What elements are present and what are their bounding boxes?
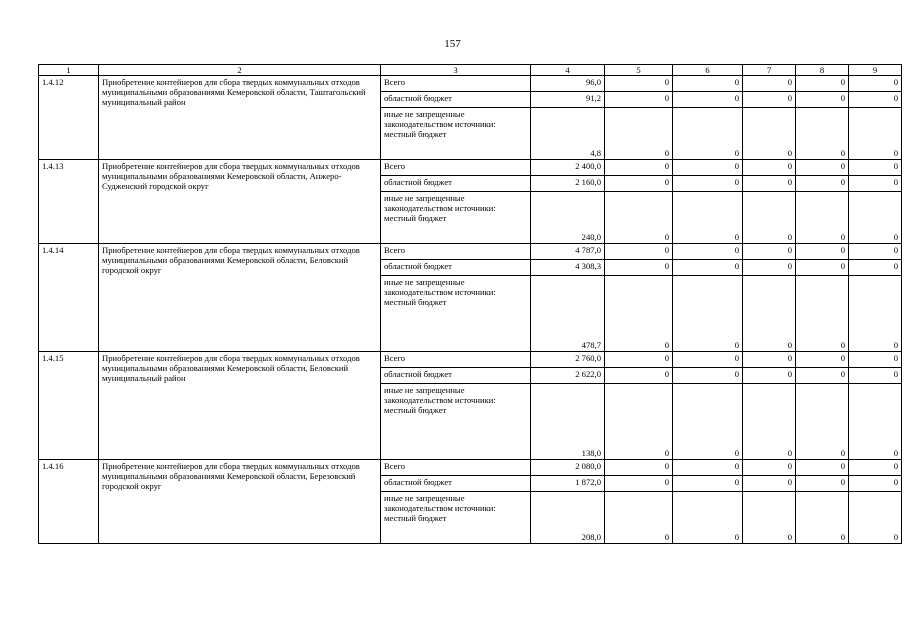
value-cell: 0 [849, 92, 902, 108]
funding-source: областной бюджет [381, 368, 531, 384]
value-cell: 0 [673, 260, 743, 276]
value-cell: 0 [605, 476, 673, 492]
funding-source: иные не запрещенные законодательством источники: местный бюджет [381, 384, 531, 460]
value-cell: 0 [849, 160, 902, 176]
value-cell: 0 [796, 160, 849, 176]
value-cell: 0 [743, 476, 796, 492]
value-cell: 0 [849, 368, 902, 384]
column-header: 7 [743, 65, 796, 76]
funding-source: областной бюджет [381, 476, 531, 492]
value-cell: 0 [849, 384, 902, 460]
value-cell: 0 [849, 352, 902, 368]
value-cell: 0 [743, 460, 796, 476]
row-name: Приобретение контейнеров для сбора твердых коммунальных отходов муниципальными образованиями Кемеровской области, Беловский городской округ [99, 244, 381, 352]
funding-source: иные не запрещенные законодательством источники: местный бюджет [381, 492, 531, 544]
value-cell: 0 [605, 108, 673, 160]
value-cell: 0 [849, 460, 902, 476]
value-cell: 0 [849, 276, 902, 352]
value-cell: 0 [605, 160, 673, 176]
row-name: Приобретение контейнеров для сбора твердых коммунальных отходов муниципальными образованиями Кемеровской области, Таштагольский муниципальный район [99, 76, 381, 160]
table-row [39, 160, 902, 176]
value-cell: 2 080,0 [531, 460, 605, 476]
table-row [39, 460, 902, 476]
value-cell: 0 [849, 108, 902, 160]
column-header: 4 [531, 65, 605, 76]
row-name: Приобретение контейнеров для сбора твердых коммунальных отходов муниципальными образованиями Кемеровской области, Березовский городской округ [99, 460, 381, 544]
header-row [39, 65, 902, 76]
value-cell: 0 [743, 384, 796, 460]
row-name: Приобретение контейнеров для сбора твердых коммунальных отходов муниципальными образованиями Кемеровской области, Анжеро-Судженский городской округ [99, 160, 381, 244]
value-cell: 0 [673, 276, 743, 352]
value-cell: 0 [796, 192, 849, 244]
row-code: 1.4.16 [39, 460, 99, 544]
value-cell: 4,8 [531, 108, 605, 160]
value-cell: 0 [673, 492, 743, 544]
value-cell: 0 [605, 352, 673, 368]
table-row [39, 244, 902, 260]
value-cell: 0 [605, 492, 673, 544]
value-cell: 478,7 [531, 276, 605, 352]
funding-source: иные не запрещенные законодательством источники: местный бюджет [381, 192, 531, 244]
value-cell: 2 160,0 [531, 176, 605, 192]
value-cell: 0 [673, 108, 743, 160]
value-cell: 0 [743, 160, 796, 176]
funding-source: Всего [381, 160, 531, 176]
value-cell: 0 [673, 368, 743, 384]
value-cell: 91,2 [531, 92, 605, 108]
value-cell: 4 787,0 [531, 244, 605, 260]
value-cell: 0 [796, 476, 849, 492]
value-cell: 4 308,3 [531, 260, 605, 276]
value-cell: 0 [743, 176, 796, 192]
value-cell: 0 [673, 244, 743, 260]
value-cell: 1 872,0 [531, 476, 605, 492]
value-cell: 0 [673, 76, 743, 92]
value-cell: 0 [849, 76, 902, 92]
row-code: 1.4.15 [39, 352, 99, 460]
value-cell: 138,0 [531, 384, 605, 460]
value-cell: 0 [743, 260, 796, 276]
value-cell: 0 [849, 492, 902, 544]
row-code: 1.4.13 [39, 160, 99, 244]
value-cell: 0 [743, 352, 796, 368]
page-number: 157 [444, 38, 461, 50]
funding-source: областной бюджет [381, 260, 531, 276]
funding-source: областной бюджет [381, 92, 531, 108]
value-cell: 0 [796, 352, 849, 368]
value-cell: 0 [673, 176, 743, 192]
value-cell: 96,0 [531, 76, 605, 92]
funding-source: Всего [381, 460, 531, 476]
value-cell: 0 [743, 108, 796, 160]
value-cell: 2 622,0 [531, 368, 605, 384]
funding-source: Всего [381, 244, 531, 260]
table-row [39, 76, 902, 92]
value-cell: 0 [743, 76, 796, 92]
row-name: Приобретение контейнеров для сбора твердых коммунальных отходов муниципальными образованиями Кемеровской области, Беловский муниципальный район [99, 352, 381, 460]
funding-source: иные не запрещенные законодательством источники: местный бюджет [381, 276, 531, 352]
value-cell: 0 [743, 492, 796, 544]
value-cell: 0 [796, 368, 849, 384]
value-cell: 0 [673, 160, 743, 176]
value-cell: 0 [796, 276, 849, 352]
value-cell: 0 [605, 244, 673, 260]
column-header: 1 [39, 65, 99, 76]
value-cell: 0 [796, 384, 849, 460]
value-cell: 0 [796, 76, 849, 92]
value-cell: 0 [605, 368, 673, 384]
value-cell: 0 [673, 92, 743, 108]
value-cell: 0 [605, 384, 673, 460]
column-header: 9 [849, 65, 902, 76]
table-row [39, 352, 902, 368]
value-cell: 0 [849, 260, 902, 276]
value-cell: 2 400,0 [531, 160, 605, 176]
value-cell: 0 [796, 108, 849, 160]
value-cell: 0 [673, 384, 743, 460]
value-cell: 240,0 [531, 192, 605, 244]
row-code: 1.4.14 [39, 244, 99, 352]
value-cell: 0 [673, 352, 743, 368]
funding-source: Всего [381, 352, 531, 368]
column-header: 5 [605, 65, 673, 76]
value-cell: 0 [605, 76, 673, 92]
funding-source: областной бюджет [381, 176, 531, 192]
value-cell: 0 [849, 476, 902, 492]
value-cell: 0 [743, 192, 796, 244]
value-cell: 0 [605, 92, 673, 108]
value-cell: 0 [743, 92, 796, 108]
value-cell: 0 [605, 276, 673, 352]
value-cell: 0 [605, 260, 673, 276]
funding-source: Всего [381, 76, 531, 92]
value-cell: 0 [743, 244, 796, 260]
budget-table [38, 64, 902, 544]
value-cell: 0 [605, 460, 673, 476]
column-header: 8 [796, 65, 849, 76]
value-cell: 0 [849, 192, 902, 244]
value-cell: 0 [796, 460, 849, 476]
value-cell: 0 [796, 492, 849, 544]
value-cell: 0 [605, 192, 673, 244]
value-cell: 0 [796, 260, 849, 276]
value-cell: 0 [673, 460, 743, 476]
value-cell: 0 [796, 176, 849, 192]
column-header: 6 [673, 65, 743, 76]
value-cell: 0 [743, 368, 796, 384]
column-header: 3 [381, 65, 531, 76]
value-cell: 0 [743, 276, 796, 352]
column-header: 2 [99, 65, 381, 76]
value-cell: 0 [796, 92, 849, 108]
value-cell: 0 [849, 244, 902, 260]
row-code: 1.4.12 [39, 76, 99, 160]
value-cell: 208,0 [531, 492, 605, 544]
value-cell: 0 [673, 192, 743, 244]
value-cell: 0 [605, 176, 673, 192]
value-cell: 0 [796, 244, 849, 260]
value-cell: 2 760,0 [531, 352, 605, 368]
value-cell: 0 [673, 476, 743, 492]
value-cell: 0 [849, 176, 902, 192]
funding-source: иные не запрещенные законодательством источники: местный бюджет [381, 108, 531, 160]
